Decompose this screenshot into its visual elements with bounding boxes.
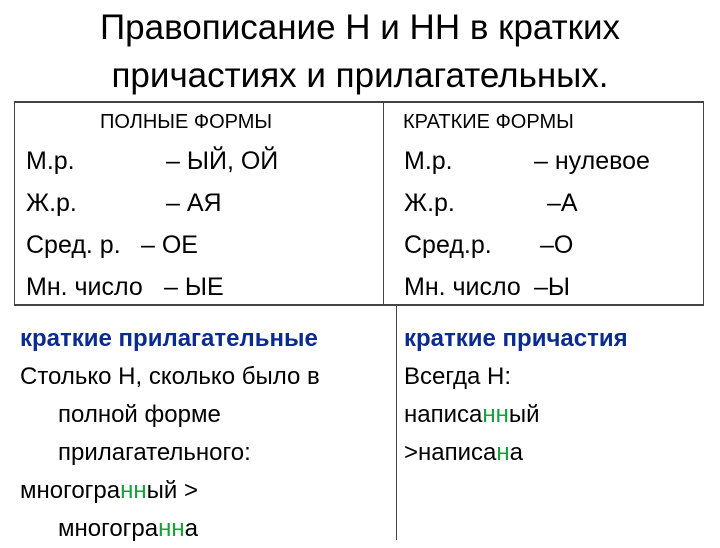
short-row [404,224,699,266]
participles-cell [404,320,704,472]
adjectives-example-full [20,472,390,510]
example-suffix: а [509,439,523,466]
example-prefix: >написа [404,439,497,466]
slide-title-line1: Правописание Н и НН в кратких [99,8,621,47]
short-row [404,266,699,308]
short-row-ending: –О [540,231,574,259]
table-column-divider-bottom [396,306,397,540]
adjectives-rule-line3: прилагательного: [58,439,251,466]
full-row [26,182,376,224]
full-row [26,140,376,182]
short-row-ending: –Ы [534,273,571,301]
full-row-label: Сред. р. [26,231,121,259]
example-highlight: н [496,439,510,466]
table-top-border [14,101,704,103]
full-row-label: Ж.р. [26,189,77,217]
full-row [26,224,376,266]
full-forms-list [26,140,376,308]
slide-title [0,4,720,100]
short-row [404,182,699,224]
short-row-ending: –А [547,189,578,217]
example-prefix: многогра [20,477,121,504]
example-prefix: написа [404,401,483,428]
participles-example-short [404,434,704,472]
example-highlight: нн [120,477,147,504]
table-column-divider-top [383,101,384,304]
adjectives-cell [20,320,390,548]
full-row-label: М.р. [26,147,75,175]
header-full-forms: ПОЛНЫЕ ФОРМЫ [100,111,273,133]
short-row [404,140,699,182]
short-row-label: Ж.р. [404,189,455,217]
adjectives-example-short [20,510,390,548]
short-row-label: Мн. число [404,273,521,301]
example-suffix: ый > [146,477,198,504]
example-prefix: многогра [58,515,159,542]
full-row-label: Мн. число [26,273,143,301]
slide-title-line2: причастиях и прилагательных. [111,56,609,95]
adjectives-heading: краткие прилагательные [20,325,318,352]
example-suffix: а [184,515,198,542]
short-row-ending: – нулевое [534,147,650,175]
participles-rule: Всегда Н: [404,363,512,390]
example-suffix: ый [508,401,540,428]
table-left-border-top [14,101,15,304]
short-forms-list [404,140,699,308]
example-highlight: нн [158,515,185,542]
adjectives-rule-line1: Столько Н, сколько было в [20,363,320,390]
short-row-label: Сред.р. [404,231,492,259]
example-highlight: нн [482,401,509,428]
participles-heading: краткие причастия [404,325,628,352]
full-row-ending: – АЯ [166,189,222,217]
full-row-ending: – ОЕ [141,231,198,259]
full-row [26,266,376,308]
header-short-forms: КРАТКИЕ ФОРМЫ [403,111,574,133]
adjectives-rule-line2: полной форме [58,401,221,428]
table-right-border-top [703,101,704,304]
full-row-ending: – ЫЙ, ОЙ [166,147,279,175]
short-row-label: М.р. [404,147,453,175]
participles-example-full [404,396,704,434]
full-row-ending: – ЫЕ [164,273,224,301]
